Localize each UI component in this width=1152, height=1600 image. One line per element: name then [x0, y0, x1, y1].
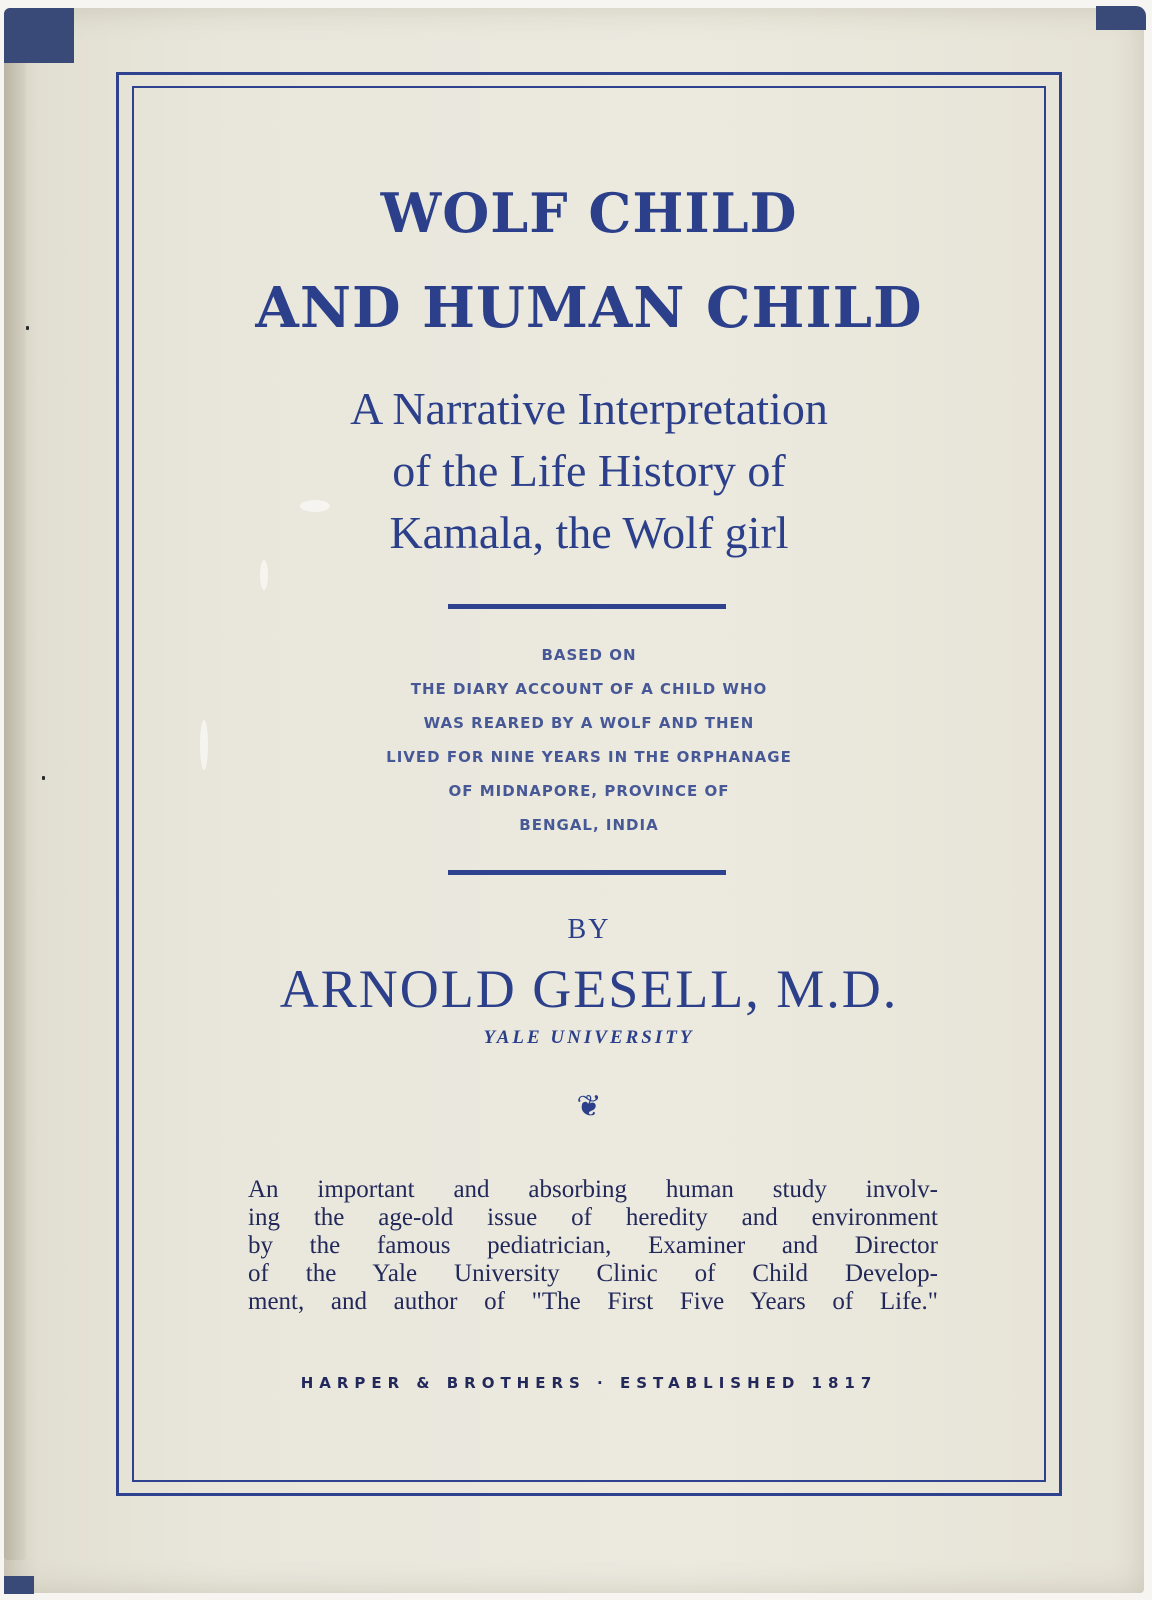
fleuron-ornament-icon: ❦ [576, 1089, 602, 1124]
publisher-line: HARPER & BROTHERS · ESTABLISHED 1817 [300, 1374, 878, 1392]
blurb-line: of the Yale University Clinic of Child Develop- [248, 1260, 938, 1287]
based-on-line: WAS REARED BY A WOLF AND THEN [423, 714, 755, 732]
subtitle-line-2: of the Life History of [392, 445, 786, 496]
subtitle-line-1: A Narrative Interpretation [350, 383, 828, 434]
blurb-line: by the famous pediatrician, Examiner and Director [248, 1232, 938, 1259]
binding-corner-top-left [4, 8, 74, 63]
based-on-line: BENGAL, INDIA [519, 816, 659, 834]
title-line-1: WOLF CHILD [380, 181, 798, 245]
author-affiliation: YALE UNIVERSITY [483, 1027, 695, 1048]
binding-corner-top-right [1096, 6, 1146, 30]
based-on-line: OF MIDNAPORE, PROVINCE OF [448, 782, 730, 800]
based-on-line: THE DIARY ACCOUNT OF A CHILD WHO [410, 680, 768, 698]
based-on-line: LIVED FOR NINE YEARS IN THE ORPHANAGE [386, 748, 792, 766]
spine-mark [42, 776, 45, 780]
binding-corner-bottom-left [4, 1576, 34, 1594]
title-line-2: AND HUMAN CHILD [255, 275, 923, 341]
cover-content [140, 90, 1038, 1478]
blurb-line: An important and absorbing human study involv- [248, 1176, 938, 1203]
blurb [248, 1176, 938, 1316]
subtitle-line-3: Kamala, the Wolf girl [389, 507, 789, 558]
spine-mark [26, 326, 29, 330]
based-on-line: BASED ON [541, 646, 637, 664]
by-label: BY [567, 914, 611, 945]
author-name: ARNOLD GESELL, M.D. [279, 959, 899, 1019]
blurb-line: ment, and author of "The First Five Years of Life." [248, 1288, 938, 1315]
blurb-line: ing the age-old issue of heredity and environment [248, 1204, 938, 1231]
divider-rule-bottom [448, 870, 726, 875]
divider-rule-top [448, 604, 726, 609]
spine-edge [4, 60, 26, 1560]
